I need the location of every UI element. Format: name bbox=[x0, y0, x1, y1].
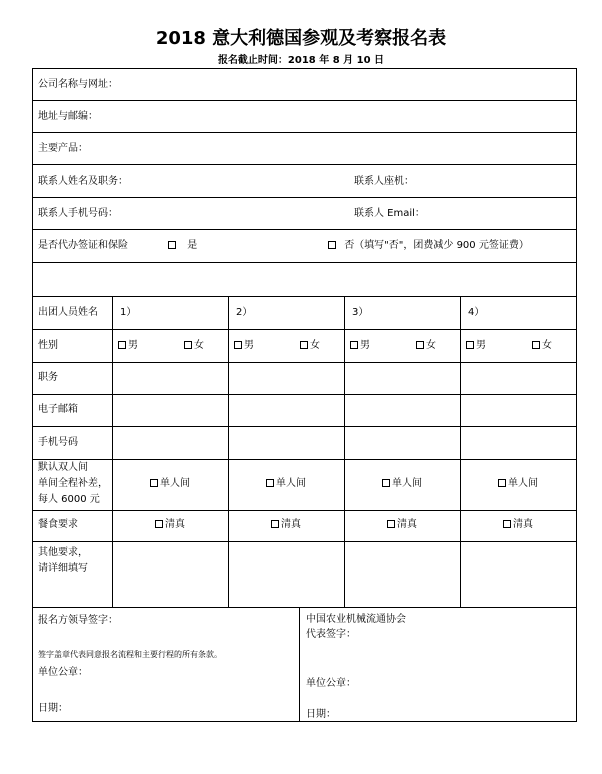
checkbox-icon bbox=[328, 241, 336, 249]
single-room-option[interactable] bbox=[382, 477, 422, 491]
other-label-line2: 请详细填写 bbox=[38, 563, 88, 574]
row-divider bbox=[32, 607, 577, 608]
address-field[interactable]: 地址与邮编： bbox=[38, 111, 98, 122]
female-option[interactable] bbox=[184, 339, 204, 353]
visa-yes-label: 是 bbox=[187, 240, 198, 251]
halal-label: 清真 bbox=[281, 519, 301, 530]
contact-email-field[interactable]: 联系人 Email： bbox=[354, 208, 425, 219]
meal-label: 餐食要求 bbox=[38, 519, 78, 530]
single-room-option[interactable] bbox=[266, 477, 306, 491]
position-label: 职务 bbox=[38, 372, 58, 383]
checkbox-icon bbox=[271, 520, 279, 528]
visa-question: 是否代办签证和保险 bbox=[38, 240, 128, 251]
row-divider bbox=[32, 329, 577, 330]
halal-option[interactable] bbox=[387, 518, 417, 532]
representative-signature-field[interactable]: 代表签字： bbox=[306, 629, 356, 640]
visa-no-option[interactable] bbox=[328, 239, 529, 253]
male-option[interactable] bbox=[350, 339, 370, 353]
row-divider bbox=[32, 362, 577, 363]
room-label-line1: 默认双人间 bbox=[38, 462, 88, 473]
seal-field-right[interactable]: 单位公章： bbox=[306, 678, 356, 689]
row-divider bbox=[32, 296, 577, 297]
leader-signature-field[interactable]: 报名方领导签字： bbox=[38, 615, 118, 626]
male-option[interactable] bbox=[118, 339, 138, 353]
seal-field-left[interactable]: 单位公章： bbox=[38, 667, 88, 678]
column-divider bbox=[228, 296, 229, 607]
female-option[interactable] bbox=[300, 339, 320, 353]
checkbox-icon bbox=[150, 479, 158, 487]
female-label: 女 bbox=[194, 340, 204, 351]
member-number: 2） bbox=[236, 307, 253, 318]
visa-yes-option[interactable] bbox=[168, 239, 197, 253]
company-field[interactable]: 公司名称与网址： bbox=[38, 79, 118, 90]
female-label: 女 bbox=[426, 340, 436, 351]
mobile-label: 手机号码 bbox=[38, 437, 78, 448]
halal-option[interactable] bbox=[271, 518, 301, 532]
row-divider bbox=[32, 426, 577, 427]
checkbox-icon bbox=[498, 479, 506, 487]
row-divider bbox=[32, 229, 577, 230]
signature-divider bbox=[299, 607, 300, 722]
single-room-label: 单人间 bbox=[392, 478, 422, 489]
checkbox-icon bbox=[382, 479, 390, 487]
email-label: 电子邮箱 bbox=[38, 404, 78, 415]
female-label: 女 bbox=[310, 340, 320, 351]
row-divider bbox=[32, 394, 577, 395]
member-number: 4） bbox=[468, 307, 485, 318]
gender-label: 性别 bbox=[38, 340, 58, 351]
checkbox-icon bbox=[118, 341, 126, 349]
other-label-line1: 其他要求， bbox=[38, 547, 88, 558]
contact-name-field[interactable]: 联系人姓名及职务： bbox=[38, 176, 128, 187]
date-field-left[interactable]: 日期： bbox=[38, 703, 68, 714]
female-label: 女 bbox=[542, 340, 552, 351]
form-title: 2018 意大利德国参观及考察报名表 bbox=[155, 28, 447, 49]
checkbox-icon bbox=[184, 341, 192, 349]
row-divider bbox=[32, 132, 577, 133]
halal-label: 清真 bbox=[165, 519, 185, 530]
contact-phone-field[interactable]: 联系人座机： bbox=[354, 176, 414, 187]
room-label-line3: 每人 6000 元 bbox=[38, 494, 100, 505]
checkbox-icon bbox=[387, 520, 395, 528]
checkbox-icon bbox=[155, 520, 163, 528]
checkbox-icon bbox=[350, 341, 358, 349]
checkbox-icon bbox=[168, 241, 176, 249]
female-option[interactable] bbox=[416, 339, 436, 353]
column-divider bbox=[460, 296, 461, 607]
member-number: 1） bbox=[120, 307, 137, 318]
member-number: 3） bbox=[352, 307, 369, 318]
single-room-label: 单人间 bbox=[160, 478, 190, 489]
checkbox-icon bbox=[503, 520, 511, 528]
row-divider bbox=[32, 510, 577, 511]
halal-option[interactable] bbox=[503, 518, 533, 532]
male-option[interactable] bbox=[466, 339, 486, 353]
halal-label: 清真 bbox=[513, 519, 533, 530]
column-divider bbox=[112, 296, 113, 607]
deadline-text: 报名截止时间：2018 年 8 月 10 日 bbox=[217, 55, 385, 66]
male-option[interactable] bbox=[234, 339, 254, 353]
member-name-label: 出团人员姓名 bbox=[38, 307, 98, 318]
visa-no-label: 否（填写"否"，团费减少 900 元签证费） bbox=[344, 240, 529, 251]
female-option[interactable] bbox=[532, 339, 552, 353]
organization-name: 中国农业机械流通协会 bbox=[306, 614, 406, 625]
checkbox-icon bbox=[416, 341, 424, 349]
checkbox-icon bbox=[532, 341, 540, 349]
row-divider bbox=[32, 197, 577, 198]
single-room-label: 单人间 bbox=[276, 478, 306, 489]
male-label: 男 bbox=[360, 340, 370, 351]
single-room-option[interactable] bbox=[498, 477, 538, 491]
male-label: 男 bbox=[128, 340, 138, 351]
checkbox-icon bbox=[266, 479, 274, 487]
contact-mobile-field[interactable]: 联系人手机号码： bbox=[38, 208, 118, 219]
checkbox-icon bbox=[300, 341, 308, 349]
row-divider bbox=[32, 459, 577, 460]
row-divider bbox=[32, 541, 577, 542]
date-field-right[interactable]: 日期： bbox=[306, 709, 336, 720]
male-label: 男 bbox=[476, 340, 486, 351]
checkbox-icon bbox=[234, 341, 242, 349]
halal-option[interactable] bbox=[155, 518, 185, 532]
single-room-label: 单人间 bbox=[508, 478, 538, 489]
checkbox-icon bbox=[466, 341, 474, 349]
products-field[interactable]: 主要产品： bbox=[38, 143, 88, 154]
column-divider bbox=[344, 296, 345, 607]
signature-note: 签字盖章代表同意报名流程和主要行程的所有条款。 bbox=[38, 650, 222, 659]
single-room-option[interactable] bbox=[150, 477, 190, 491]
halal-label: 清真 bbox=[397, 519, 417, 530]
row-divider bbox=[32, 100, 577, 101]
room-label-line2: 单间全程补差， bbox=[38, 478, 108, 489]
row-divider bbox=[32, 262, 577, 263]
male-label: 男 bbox=[244, 340, 254, 351]
row-divider bbox=[32, 164, 577, 165]
